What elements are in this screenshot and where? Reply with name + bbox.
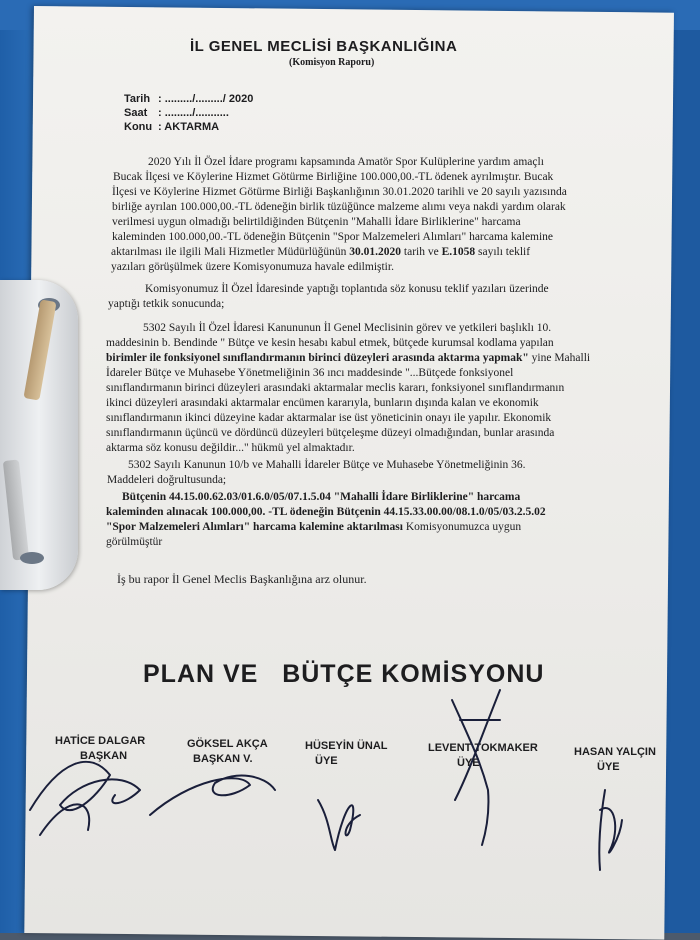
p2-line1: Komisyonumuz İl Özel İdaresinde yaptığı toplantıda söz konusu teklif yazıları üzerinde — [145, 283, 549, 295]
p4-line4: kaleminden alınacak 100.000,00. -TL ödeneğin Bütçenin 44.15.33.00.00/08.1.0/05/03.2.5.02 — [106, 506, 546, 518]
p3-line3: birimler ile fonksiyonel sınıflandırmanın birinci düzeyleri arasında aktarma yapmak" yine Mahalli — [106, 352, 591, 364]
signatory-1-role: BAŞKAN — [80, 750, 128, 762]
p4-line2: Maddeleri doğrultusunda; — [107, 474, 227, 486]
p3-line4: İdareler Bütçe ve Muhasebe Yönetmeliğinin 36 ıncı maddesinde "...Bütçede fonksiyonel — [106, 367, 514, 379]
p3-line9: aktarma söz konusu değildir..." hükmü yel almaktadır. — [106, 442, 355, 454]
p2-line2: yaptığı tetkik sonucunda; — [108, 298, 225, 310]
signatory-1-name: HATİCE DALGAR — [55, 735, 146, 747]
saat-value: : ........./........... — [158, 107, 229, 119]
signatory-4-role: ÜYE — [457, 757, 480, 769]
closing-statement: İş bu rapor İl Genel Meclis Başkanlığına arz olunur. — [117, 572, 367, 586]
tarih-label: Tarih — [124, 93, 151, 105]
signatory-5-role: ÜYE — [597, 761, 620, 773]
p1-line6: kaleminden 100.000,00.-TL ödeneğin Bütçenin "Spor Malzemeleri Alımları" harcama kalemine — [112, 231, 554, 243]
signatory-5-name: HASAN YALÇIN — [574, 746, 656, 758]
p4-line3: Bütçenin 44.15.00.62.03/01.6.0/05/07.1.5.04 "Mahalli İdare Birliklerine" harcama — [122, 491, 521, 503]
konu-label: Konu — [124, 121, 153, 133]
p1-line1: 2020 Yılı İl Özel İdare programı kapsamında Amatör Spor Kulüplerine yardım amaçlı — [148, 156, 544, 168]
p4-line6: görülmüştür — [106, 536, 163, 548]
signatory-2-name: GÖKSEL AKÇA — [187, 738, 268, 750]
document-title: İL GENEL MECLİSİ BAŞKANLIĞINA — [190, 38, 458, 55]
p3-line8: sınıflandırmanın üçüncü ve dördüncü düzeyleri bütçeleşme düzeyi olmadığından, bunlar arasında — [106, 427, 555, 439]
signatory-4-name: LEVENT TOKMAKER — [428, 742, 538, 754]
konu-value: : AKTARMA — [158, 121, 220, 133]
tarih-value: : ........./........./ 2020 — [158, 93, 254, 105]
p1-line2: Bucak İlçesi ve Köylerine Hizmet Götürme Birliğine 100.000,00.-TL ödenek ayrılmıştır. Bucak — [113, 171, 554, 183]
p1-line7: aktarılması ile ilgili Mali Hizmetler Müdürlüğünün 30.01.2020 tarih ve E.1058 sayılı teklif — [111, 246, 531, 258]
p1-line4: birliğe ayrılan 100.000,00.-TL ödeneğin birlik tüzüğünce malzeme alımı veya nakdi yardım olarak — [112, 201, 566, 213]
saat-label: Saat — [124, 107, 148, 119]
document-subtitle: (Komisyon Raporu) — [289, 57, 375, 68]
p3-line7: sınıflandırmanın ikinci düzeyine kadar aktarmalar ise üst yöneticinin onayı ile yapılır. Ekonomik — [106, 412, 552, 424]
p4-line1: 5302 Sayılı Kanunun 10/b ve Mahalli İdareler Bütçe ve Muhasebe Yönetmeliğinin 36. — [128, 459, 526, 471]
p1-line5: verilmesi uygun olmadığı belirtildiğinden Bütçenin "Mahalli İdare Birliklerine" harcama — [112, 216, 521, 228]
commission-name: PLAN VE BÜTÇE KOMİSYONU — [143, 660, 545, 688]
p4-line5: "Spor Malzemeleri Alımları" harcama kalemine aktarılması Komisyonumuzca uygun — [106, 521, 522, 533]
p3-line6: ikinci düzeyleri arasındaki aktarmalar encümen kararıyla, bunların dışında kalan ve ekonomik — [106, 397, 539, 409]
signatory-3-role: ÜYE — [315, 755, 338, 767]
p1-line8: yazıları görüşülmek üzere Komisyonumuza havale edilmiştir. — [111, 261, 394, 273]
signatory-3-name: HÜSEYİN ÜNAL — [305, 740, 388, 752]
p3-line2: maddesinin b. Bendinde " Bütçe ve kesin hesabı kabul etmek, bütçede kurumsal kodlama yapılan — [106, 337, 554, 349]
binder-hole-bottom — [20, 552, 44, 564]
signatory-2-role: BAŞKAN V. — [193, 753, 253, 765]
p3-line5: sınıflandırmanın birinci düzeyleri arasındaki aktarmalar meclis kararı, fonksiyonel sınıflandırmanın — [106, 382, 565, 394]
p1-line3: İlçesi ve Köylerine Hizmet Götürme Birliği Başkanlığının 30.01.2020 tarihli ve 20 sayılı yazısında — [112, 186, 567, 198]
p3-line1: 5302 Sayılı İl Özel İdaresi Kanununun İl Genel Meclisinin görev ve yetkileri başlıklı 10. — [143, 322, 552, 334]
